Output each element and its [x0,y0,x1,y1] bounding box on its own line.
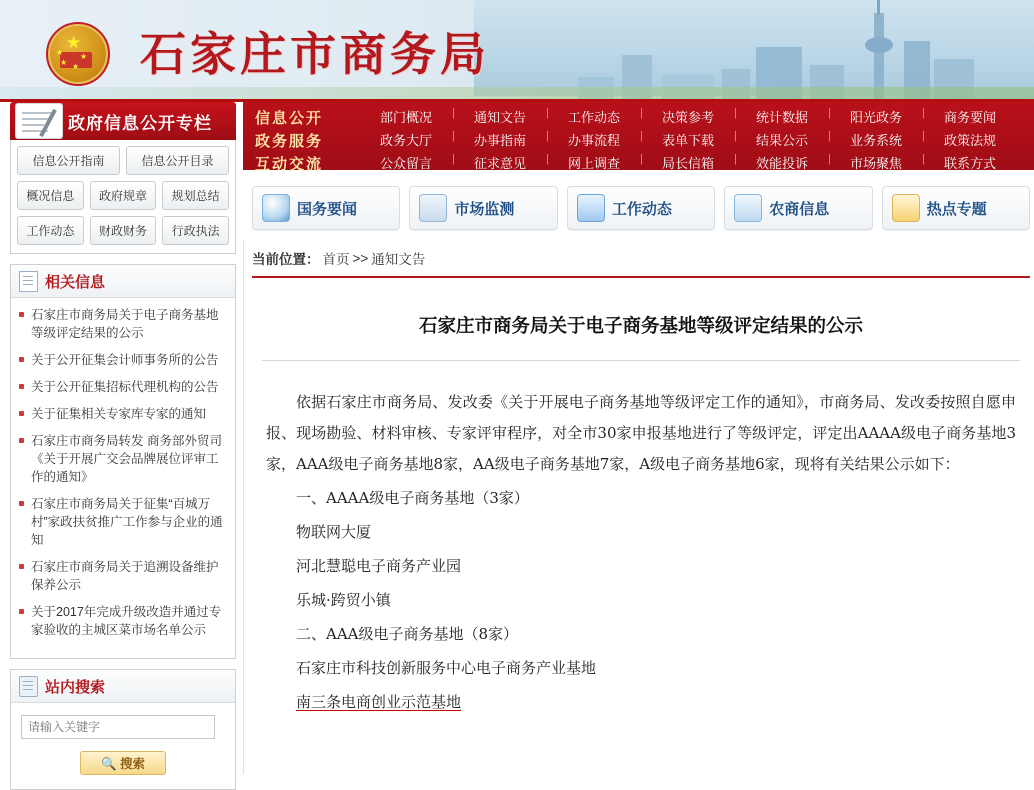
nav-item[interactable] [923,107,1017,127]
breadcrumb [252,240,1030,278]
sidebar-buttons [10,140,236,254]
nav-link[interactable]: 市场聚焦 [849,156,902,171]
channel-button-guowuyaowen[interactable] [252,186,400,230]
list-item[interactable]: 石家庄市商务局关于电子商务基地等级评定结果的公示 [19,306,227,342]
title-divider [262,360,1020,361]
list-icon [19,271,38,292]
channel-button-shichangjiance[interactable] [409,186,557,230]
channel-button-nongshangxinxi[interactable] [724,186,872,230]
doc-paragraph: 乐城·跨贸小镇 [296,591,391,609]
doc-paragraph: 物联网大厦 [296,523,372,541]
site-header [0,0,1034,102]
sidebar-button-zhifa[interactable]: 行政执法 [162,216,229,245]
nav-item[interactable] [829,107,923,127]
search-button-label: 搜索 [120,757,146,771]
doc-paragraph-highlighted [266,687,1016,718]
sidebar-button-dongtai[interactable]: 工作动态 [17,216,84,245]
document-body [266,387,1016,718]
nav-link[interactable]: 结果公示 [755,133,808,148]
main-nav [243,102,1034,173]
greenbelt [0,87,1034,99]
nav-item[interactable] [735,130,829,150]
sidebar-button-guihua[interactable]: 规划总结 [162,181,229,210]
list-item[interactable]: 石家庄市商务局关于征集“百城万村”家政扶贫推广工作参与企业的通知 [19,495,227,549]
nav-row-3 [243,152,1034,174]
nav-item[interactable] [453,107,547,127]
nav-item[interactable] [829,130,923,150]
nav-link[interactable]: 业务系统 [849,133,902,148]
nav-link[interactable]: 政策法规 [943,133,996,148]
channel-buttons [252,186,1030,230]
sidebar-button-guizhang[interactable]: 政府规章 [90,181,157,210]
list-item[interactable]: 关于2017年完成升级改造并通过专家验收的主城区菜市场名单公示 [19,603,227,639]
related-info-panel [10,264,236,659]
breadcrumb-label: 当前位置： [252,252,320,267]
doc-paragraph: 一、AAAA级电子商务基地（3家） [296,489,529,507]
nav-link[interactable]: 效能投诉 [755,156,808,171]
sidebar-button-gaikuang[interactable]: 概况信息 [17,181,84,210]
nav-link[interactable]: 通知文告 [473,110,526,125]
sidebar-button-gongkai-mulu[interactable]: 信息公开目录 [126,146,229,175]
related-info-list [11,298,235,658]
nav-item[interactable] [735,153,829,173]
site-search-panel [10,669,236,790]
nav-link[interactable]: 公众留言 [379,156,432,171]
nav-link[interactable]: 部门概况 [379,110,432,125]
magnifier-icon [419,194,447,222]
list-item[interactable]: 关于征集相关专家库专家的通知 [19,405,227,423]
doc-paragraph: 依据石家庄市商务局、发改委《关于开展电子商务基地等级评定工作的通知》，市商务局、发改委按照自愿申报、现场勘验、材料审核、专家评审程序，对全市30家申报基地进行了等级评定，评定出AAAA级电子商务基地3家，AAA级电子商务基地8家，AA级电子商务基地7家，A级电子商务基地6家，现将有关结果公示如下： [266,393,1016,473]
national-emblem-icon: ★ ★ ★ ★ ★ [40,16,112,88]
nav-item[interactable] [547,130,641,150]
sidebar-button-row-3 [17,216,229,245]
nav-link[interactable]: 办事流程 [567,133,620,148]
list-item[interactable]: 关于公开征集会计师事务所的公告 [19,351,227,369]
nav-group-label: 政务服务 [255,132,324,150]
sidebar-button-row-2 [17,181,229,210]
nav-item[interactable] [923,130,1017,150]
channel-label: 市场监测 [454,200,515,218]
channel-button-gongzuodongtai[interactable] [567,186,715,230]
nav-item[interactable] [453,153,547,173]
monitor-icon [734,194,762,222]
magnifier-icon: 🔍 [100,757,117,771]
pencil-icon [892,194,920,222]
nav-group-label: 信息公开 [255,109,324,127]
doc-paragraph: 二、AAA级电子商务基地（8家） [296,625,519,643]
nav-item[interactable] [359,153,453,173]
gov-banner-title: 政府信息公开专栏 [68,113,212,133]
content-area [252,240,1030,721]
channel-label: 工作动态 [611,200,672,218]
nav-row-1 [243,106,1034,128]
nav-link[interactable]: 办事指南 [473,133,526,148]
related-info-title: 相关信息 [45,273,106,291]
monitor-icon [19,676,38,697]
nav-item[interactable] [829,153,923,173]
people-icon [577,194,605,222]
content-divider [243,240,244,774]
sidebar [10,102,236,790]
channel-button-redianzhuanti[interactable] [882,186,1030,230]
nav-item[interactable] [359,107,453,127]
doc-paragraph: 河北慧聪电子商务产业园 [296,557,462,575]
doc-paragraph-underlined-text: 南三条电商创业示范基地 [296,693,462,711]
list-item[interactable]: 石家庄市商务局转发 商务部外贸司《关于开展广交会品牌展位评审工作的通知》 [19,432,227,486]
nav-item[interactable] [641,107,735,127]
nav-link[interactable]: 表单下载 [661,133,714,148]
nav-link[interactable]: 阳光政务 [849,110,902,125]
nav-item[interactable] [547,153,641,173]
nav-item[interactable] [359,130,453,150]
nav-link[interactable]: 征求意见 [473,156,526,171]
doc-paragraph: 石家庄市科技创新服务中心电子商务产业基地 [296,659,597,677]
sidebar-button-caizheng[interactable]: 财政财务 [90,216,157,245]
search-input[interactable] [21,715,215,739]
nav-link[interactable]: 统计数据 [755,110,808,125]
nav-link[interactable]: 决策参考 [661,110,714,125]
page-title: 石家庄市商务局关于电子商务基地等级评定结果的公示 [418,316,863,337]
site-search-body [11,703,235,789]
related-info-header [11,265,235,298]
sidebar-button-row-1 [17,146,229,175]
channel-label: 热点专题 [926,200,987,218]
nav-link[interactable]: 工作动态 [567,110,620,125]
nav-item[interactable] [923,153,1017,173]
list-item[interactable]: 石家庄市商务局关于追溯设备维护保养公示 [19,558,227,594]
gov-info-banner [10,102,236,140]
search-button[interactable] [80,751,166,775]
nav-link[interactable]: 商务要闻 [943,110,996,125]
site-search-title: 站内搜索 [45,678,106,696]
channel-label: 国务要闻 [297,200,358,218]
sidebar-button-gongkai-zhinan[interactable]: 信息公开指南 [17,146,120,175]
notebook-icon [16,104,62,138]
nav-item[interactable] [641,153,735,173]
site-title: 石家庄市商务局 [140,27,490,81]
nav-link[interactable]: 局长信箱 [661,156,714,171]
nav-item[interactable] [453,130,547,150]
globe-icon [262,194,290,222]
breadcrumb-home[interactable]: 首页 [322,252,350,267]
nav-link[interactable]: 政务大厅 [379,133,432,148]
nav-link[interactable]: 网上调查 [567,156,620,171]
nav-row-2 [243,129,1034,151]
nav-item[interactable] [547,107,641,127]
site-search-header [11,670,235,703]
breadcrumb-current[interactable]: 通知文告 [371,252,426,267]
nav-group-label: 互动交流 [255,155,324,173]
nav-link[interactable]: 联系方式 [943,156,996,171]
list-item[interactable]: 关于公开征集招标代理机构的公告 [19,378,227,396]
breadcrumb-separator: >> [352,250,369,266]
nav-item[interactable] [641,130,735,150]
channel-label: 农商信息 [769,200,830,218]
nav-item[interactable] [735,107,829,127]
